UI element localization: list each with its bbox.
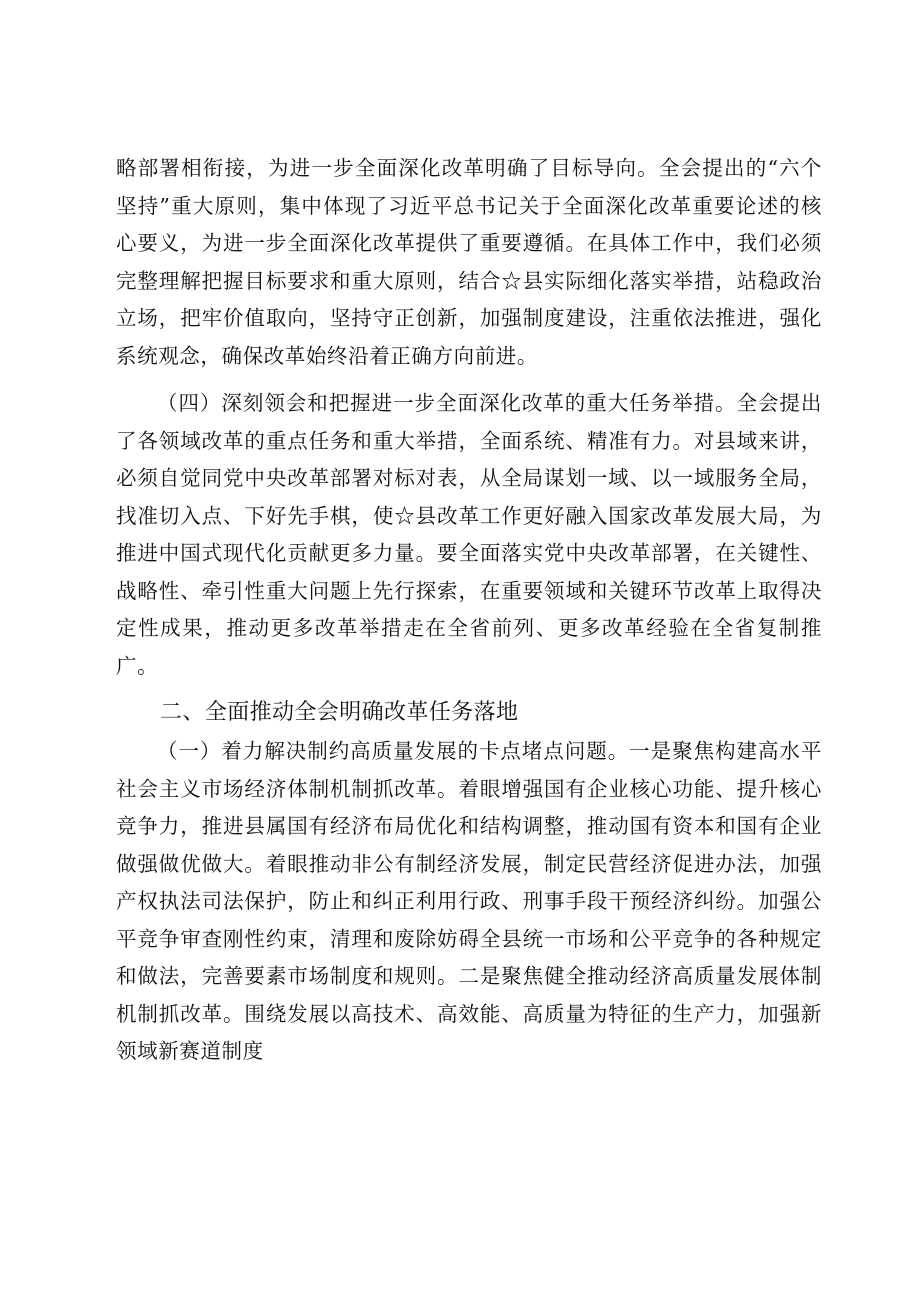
paragraph-continuation: 略部署相衔接，为进一步全面深化改革明确了目标导向。全会提出的“六个坚持”重大原则，集中体现了习近平总书记关于全面深化改革重要论述的核心要义，为进一步全面深化改革提供了重要遵循。在具体工作中，我们必须完整理解把握目标要求和重大原则，结合☆县实际细化落实举措，站稳政治立场，把牢价值取向，坚持守正创新，加强制度建设，注重依法推进，强化系统观念，确保改革始终沿着正确方向前进。 <box>116 156 822 368</box>
document-body <box>116 150 822 1071</box>
section-heading-two: 二、全面推动全会明确改革任务落地 <box>160 700 519 725</box>
paragraph-section-four: （四）深刻领会和把握进一步全面深化改革的重大任务举措。全会提出了各领域改革的重点任务和重大举措，全面系统、精准有力。对县域来讲，必须自觉同党中央改革部署对标对表，从全局谋划一域、以一域服务全局，找准切入点、下好先手棋，使☆县改革工作更好融入国家改革发展大局，为推进中国式现代化贡献更多力量。要全面落实党中央改革部署，在关键性、战略性、牵引性重大问题上先行探索，在重要领域和关键环节改革上取得决定性成果，推动更多改革举措走在全省前列、更多改革经验在全省复制推广。 <box>116 391 822 678</box>
paragraph-subsection-one: （一）着力解决制约高质量发展的卡点堵点问题。一是聚焦构建高水平社会主义市场经济体制机制抓改革。着眼增强国有企业核心功能、提升核心竞争力，推进县属国有经济布局优化和结构调整，推动国有资本和国有企业做强做优做大。着眼推动非公有制经济发展，制定民营经济促进办法，加强产权执法司法保护，防止和纠正利用行政、刑事手段干预经济纠纷。加强公平竞争审查刚性约束，清理和废除妨碍全县统一市场和公平竞争的各种规定和做法，完善要素市场制度和规则。二是聚焦健全推动经济高质量发展体制机制抓改革。围绕发展以高技术、高效能、高质量为特征的生产力，加强新领域新赛道制度 <box>116 739 822 1063</box>
